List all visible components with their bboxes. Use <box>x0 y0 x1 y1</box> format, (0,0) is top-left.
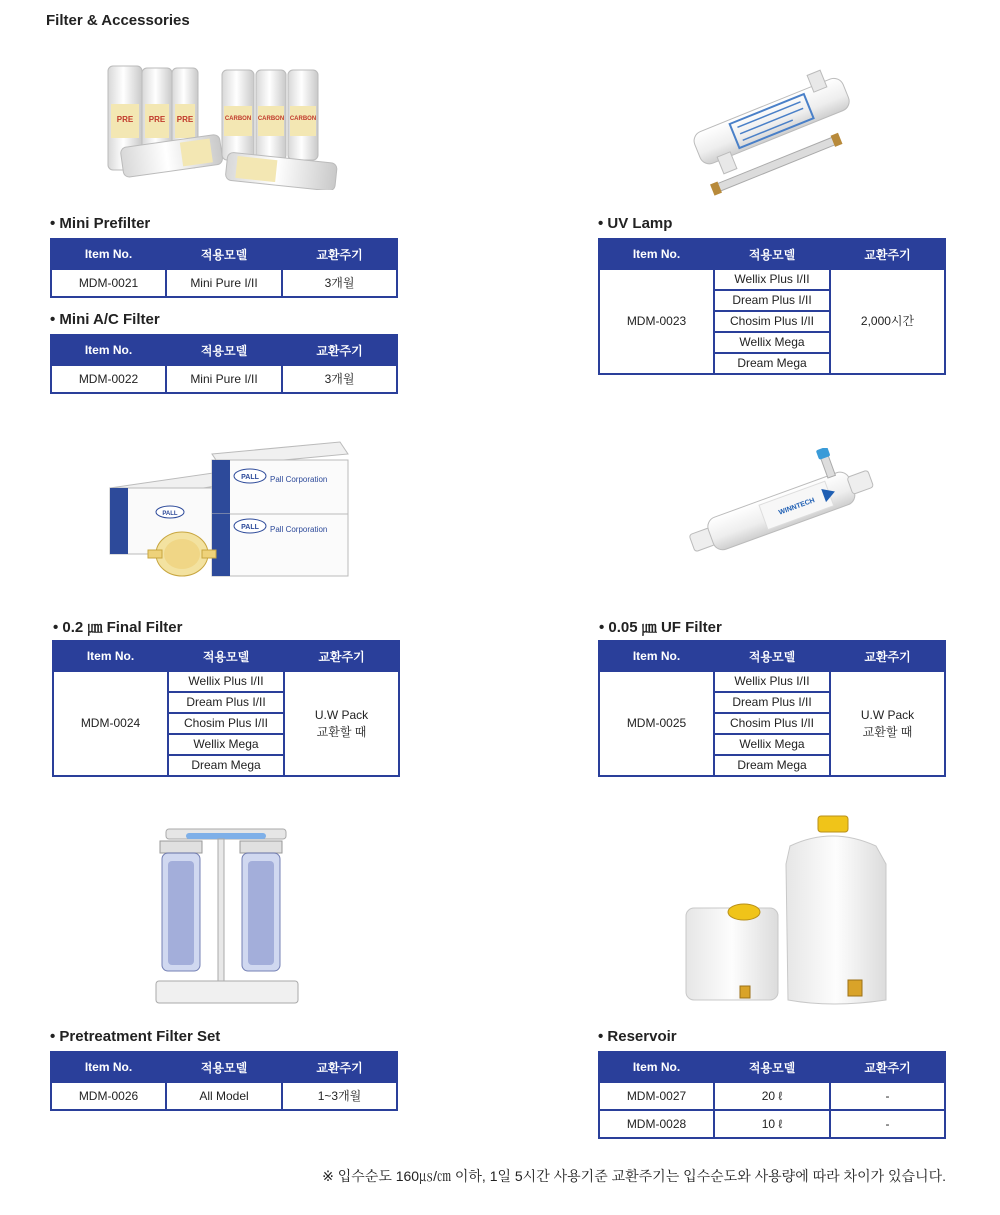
model-cell: Dream Plus I/II <box>168 692 284 713</box>
model-cell: Dream Plus I/II <box>714 290 830 311</box>
item-no-cell: MDM-0023 <box>599 269 714 374</box>
page-title: Filter & Accessories <box>46 12 190 29</box>
mini-ac-filter-table <box>50 334 398 394</box>
header-item-no: Item No. <box>599 239 714 269</box>
carbon-label: CARBON <box>257 116 285 122</box>
item-no-cell: MDM-0022 <box>51 365 166 393</box>
pretreatment-filter-set-image <box>146 823 306 1011</box>
table-row <box>599 1082 945 1110</box>
cycle-cell <box>830 671 945 776</box>
model-cell: Mini Pure I/II <box>166 269 282 297</box>
header-cycle: 교환주기 <box>282 1052 397 1082</box>
cycle-cell: - <box>830 1082 945 1110</box>
carbon-label: CARBON <box>224 116 252 122</box>
model-cell: Wellix Mega <box>714 734 830 755</box>
model-cell: Wellix Plus I/II <box>714 671 830 692</box>
pall-brand-label: PALL <box>162 511 178 517</box>
mini-prefilter-title: • Mini Prefilter <box>50 215 151 232</box>
pall-brand-label: PALL <box>241 474 259 481</box>
table-row <box>51 269 397 297</box>
item-no-cell: MDM-0021 <box>51 269 166 297</box>
pall-brand-label: PALL <box>241 524 259 531</box>
cycle-line-2: 교환할 때 <box>862 724 913 739</box>
header-item-no: Item No. <box>51 239 166 269</box>
pretreatment-filter-set-table <box>50 1051 398 1111</box>
reservoir-table <box>598 1051 946 1139</box>
model-cell: Dream Plus I/II <box>714 692 830 713</box>
header-cycle: 교환주기 <box>830 239 945 269</box>
header-cycle: 교환주기 <box>830 641 945 671</box>
cycle-cell: 2,000시간 <box>830 269 945 374</box>
model-cell: Dream Mega <box>714 755 830 776</box>
pre-label: PRE <box>176 115 194 124</box>
model-cell: Mini Pure I/II <box>166 365 282 393</box>
uf-filter-image <box>676 448 886 573</box>
cycle-line-1: U.W Pack <box>860 708 915 723</box>
header-item-no: Item No. <box>53 641 168 671</box>
table-row <box>599 1110 945 1138</box>
final-filter-title: • 0.2 ㎛ Final Filter <box>53 619 183 636</box>
cycle-cell: 3개월 <box>282 365 397 393</box>
model-cell: 20 ℓ <box>714 1082 830 1110</box>
model-cell: All Model <box>166 1082 282 1110</box>
header-model: 적용모델 <box>166 239 282 269</box>
header-item-no: Item No. <box>599 1052 714 1082</box>
header-model: 적용모델 <box>166 1052 282 1082</box>
header-model: 적용모델 <box>166 335 282 365</box>
reservoir-title: • Reservoir <box>598 1028 677 1045</box>
mini-prefilter-table <box>50 238 398 298</box>
header-item-no: Item No. <box>599 641 714 671</box>
mini-ac-filter-title: • Mini A/C Filter <box>50 311 160 328</box>
item-no-cell: MDM-0024 <box>53 671 168 776</box>
header-cycle: 교환주기 <box>282 239 397 269</box>
pall-corporation-label: Pall Corporation <box>270 525 328 534</box>
header-model: 적용모델 <box>168 641 284 671</box>
item-no-cell: MDM-0027 <box>599 1082 714 1110</box>
pretreatment-filter-set-title: • Pretreatment Filter Set <box>50 1028 221 1045</box>
header-model: 적용모델 <box>714 641 830 671</box>
final-filter-table <box>52 640 400 777</box>
pre-label: PRE <box>116 115 134 124</box>
model-cell: 10 ℓ <box>714 1110 830 1138</box>
header-cycle: 교환주기 <box>284 641 399 671</box>
header-item-no: Item No. <box>51 335 166 365</box>
reservoir-image <box>682 812 896 1012</box>
uv-lamp-table <box>598 238 946 375</box>
pall-corporation-label: Pall Corporation <box>270 475 328 484</box>
model-cell: Chosim Plus I/II <box>714 713 830 734</box>
header-model: 적용모델 <box>714 1052 830 1082</box>
model-cell: Wellix Plus I/II <box>714 269 830 290</box>
cycle-cell: - <box>830 1110 945 1138</box>
model-cell: Chosim Plus I/II <box>714 311 830 332</box>
cycle-cell: 3개월 <box>282 269 397 297</box>
model-cell: Dream Mega <box>714 353 830 374</box>
table-row <box>53 671 399 692</box>
cycle-cell <box>284 671 399 776</box>
mini-filter-cartridges-image <box>100 60 350 190</box>
header-model: 적용모델 <box>714 239 830 269</box>
pall-final-filter-image <box>100 436 360 591</box>
header-item-no: Item No. <box>51 1052 166 1082</box>
model-cell: Wellix Plus I/II <box>168 671 284 692</box>
item-no-cell: MDM-0028 <box>599 1110 714 1138</box>
uv-lamp-title: • UV Lamp <box>598 215 673 232</box>
model-cell: Wellix Mega <box>168 734 284 755</box>
item-no-cell: MDM-0026 <box>51 1082 166 1110</box>
cycle-cell: 1~3개월 <box>282 1082 397 1110</box>
header-cycle: 교환주기 <box>282 335 397 365</box>
model-cell: Wellix Mega <box>714 332 830 353</box>
pre-label: PRE <box>148 115 166 124</box>
uf-filter-table <box>598 640 946 777</box>
table-row <box>599 269 945 290</box>
table-row <box>51 365 397 393</box>
table-row <box>51 1082 397 1110</box>
footnote: ※ 입수순도 160㎲/㎝ 이하, 1일 5시간 사용기준 교환주기는 입수순도와 사용량에 따라 차이가 있습니다. <box>322 1168 946 1184</box>
uf-brand-label: WINNTECH <box>777 497 816 517</box>
table-row <box>599 671 945 692</box>
cycle-line-2: 교환할 때 <box>316 724 367 739</box>
model-cell: Dream Mega <box>168 755 284 776</box>
uv-lamp-image <box>672 52 872 197</box>
cycle-line-1: U.W Pack <box>314 708 369 723</box>
uf-filter-title: • 0.05 ㎛ UF Filter <box>599 619 722 636</box>
model-cell: Chosim Plus I/II <box>168 713 284 734</box>
header-cycle: 교환주기 <box>830 1052 945 1082</box>
carbon-label: CARBON <box>289 116 317 122</box>
item-no-cell: MDM-0025 <box>599 671 714 776</box>
